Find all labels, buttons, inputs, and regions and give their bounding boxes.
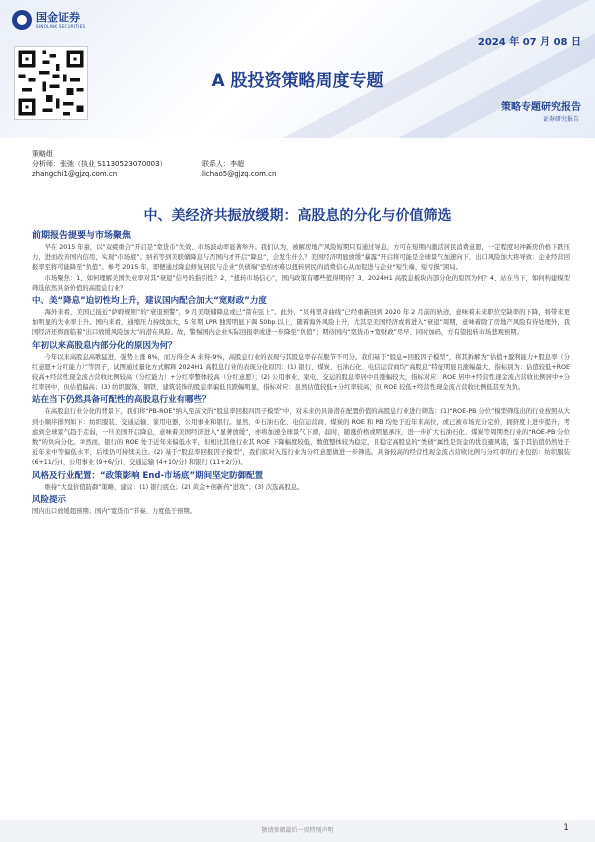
section-paragraph: 市场聚焦：1、如何理解美国失业率对其“衰退”信号的指引性？2、“扭转市场信心”，国内政策有哪些值得期待？3、2024H1 高股息板块内部分化的原因为何？4、站在当下，如何构建模型筛选依然具备价值的高股息行业？ <box>32 274 570 292</box>
section-heading: 风格及行业配置：“政策影响 End-市场底”期间坚定防御配置 <box>32 470 264 481</box>
section-paragraph: 国内出口放缓超预期；国内“宽货币”节奏、力度低于预期。 <box>32 507 196 515</box>
report-series-title: A 股投资策略周度专题 <box>211 71 384 91</box>
section-paragraph: 在高股息行业分化的背景下，我们将“PB-ROE”纳入至前文的“股息率回报四因子模型”中，对未来仍具备潜在配置价值的高股息行业进行筛选：(1)“ROE-PB 分位”模型筛选出的行业按照从大到小顺序排列如下：纺织服装、交通运输、家用电器、公用事业和银行。显然，①石油石化、电信运营商、煤炭的 ROE 和 PB 均处于近年来高位，或已被市场充分定价，拥挤度上进步提升，考虑到全球景气趋于走弱，一旦美国开启降息，意味着美国经济进入“显著放缓”，亦将加速全球景气下滑，届时，随涨价格或明显承压，进一步扩大石油石化、煤炭等周期类行业的“ROE-PB 分位数”的负向分化。②然而，银行的 ROE 处于近年来偏低水平，但相比其他行业其 ROE 下降幅度较低，数值整体较为稳定，且稳定高股息的“类债”属性是资金的优良避风港，鉴于其估值仍然处于近年来中等偏低水平，后续仍可持续关注。(2) 基于“股息率回报因子模型”，我们拟对入选行业为分红意愿做进一步筛选。具备较高的经营性现金流占营收比例与分红率的行业包括：纺织服装 (6+11/分)、公用事业 (9+6/分)、交通运输 (4+10/分) 和银行 (11+2/分)。 <box>32 408 570 467</box>
report-type-label: 策略专题研究报告 <box>501 102 581 113</box>
section-heading: 站在当下仍然具备可配性的高股息行业有哪些？ <box>32 395 211 406</box>
report-date: 2024 年 07 月 08 日 <box>477 37 581 48</box>
analyst-email[interactable]: zhangchi1@gjzq.com.cn <box>32 170 118 178</box>
company-logo <box>12 10 85 30</box>
section-paragraph: 维持“大盘价值防御”策略，建议：(1) 银行底仓；(2) 黄金+创新药“进攻”；(3) 次选高股息。 <box>44 483 304 491</box>
section-heading: 中、美“降息”迫切性均上升，建议国内配合加大“宽财政”力度 <box>32 296 267 307</box>
analyst-info: 分析师：张弛（执业 S1130523070003） <box>32 160 167 168</box>
contact-email[interactable]: lichao5@gjzq.com.cn <box>202 170 277 178</box>
section-paragraph: 海外来看，美国已接近“萨姆规则”的“衰退预警”，9 月美联储降息或已“箭在弦上”。此外，“贝弗里奇曲线”已经重新回到 2020 年 2 月前的轨迹，意味着未来职位空缺率的下降，将带来更加明显的失业率上升。国内来看，通缩压力持续加大，5 年期 LPR 独需明显下调 50bp 以上，随着海外风险上升，尤其是美国经济或将进入“衰退”周期，意味着除了房地产风险有待处理外，我国经济还将面临着“出口放缓风险加大”的潜在风险。故，警惕国内企业实际回报率或进一步降至“负值”；期待国内“宽货币+宽财政”尽早、同时加码，方有望扭转市场悲观预期。 <box>32 309 570 337</box>
page-number: 1 <box>563 823 569 833</box>
contact-info: 联系人：李超 <box>202 160 244 168</box>
section-paragraph: 早在 2015 年童，以“双疲重合”开启是“宽货币”失效、市场波动率显著举升。我们认为，被解房地产风险短期只有通过导息，方可在短期内激活居民消费意愿，一定程度对冲新房价格下跌压力，进而改善国内信用，实现“市场底”。纳若等到美联储降息与否国内才开启“降息”，会发生什么？美国经济明显放缓“暴露”开启将可能是全球景气加速向下，出口风险加大将导致：企业经营回报率至将可能降至“负值”。参考 2015 年，即便通过降息修复居民与企业“负债端”恐怕亦难以扭转居民的消费信心从而促进与企业“短生端、短亏损”困局。 <box>32 244 570 272</box>
main-title: 中、美经济共振放缓期：高股息的分化与价值筛选 <box>143 208 452 224</box>
report-category-label: 证券研究报告 <box>542 116 579 123</box>
section-paragraph: 今年以来高股息高歌猛进，强势上涨 8%，而万得全 A 来得-9%，高股息行业的表现与其股息率存在脱节不可分。我们基于“股息=回报因子模型”，将其拆解为“估值+盈利能力+股息率（分红意愿+分红能力）”等因子，试图通过量化方式解释 2024H1 高股息行业的表现分化原因：(1) 银行、煤炭、石油石化、电信运营商均“高股息”特征明显且涨幅最大，指标别为：估值较低+ROE 较高+经营性现金流占营收比例较高（分红能力）+分红率整体较高（分红意愿）；(2) 公用事业、家电、交运的股息率居中且涨幅较大，指标对应：ROE 居中+经营性现金流占营收比例居中+分红率居中，但估值偏高；(3) 纺织服饰、钢铁、建筑装饰的股息率偏低且跌幅明显，指标对应：虽然估值较低+分红率较高，但 ROE 较低+经营性现金流占营收比例低甚至为负。 <box>32 353 570 392</box>
team-label: 策略组 <box>32 150 53 158</box>
author-block <box>32 149 276 179</box>
section-heading: 年初以来高股息内部分化的原因为何？ <box>32 340 177 351</box>
logo-icon <box>12 10 32 30</box>
section-heading: 前期报告提要与市场聚焦 <box>32 231 132 241</box>
disclaimer-note: 敬请参阅最后一页特别声明 <box>261 827 334 834</box>
logo-en-text: SINOLINK SECURITIES <box>36 23 86 29</box>
logo-cn-text: 国金证券 <box>36 10 80 24</box>
section-heading: 风险提示 <box>32 494 67 505</box>
report-body <box>32 228 570 517</box>
